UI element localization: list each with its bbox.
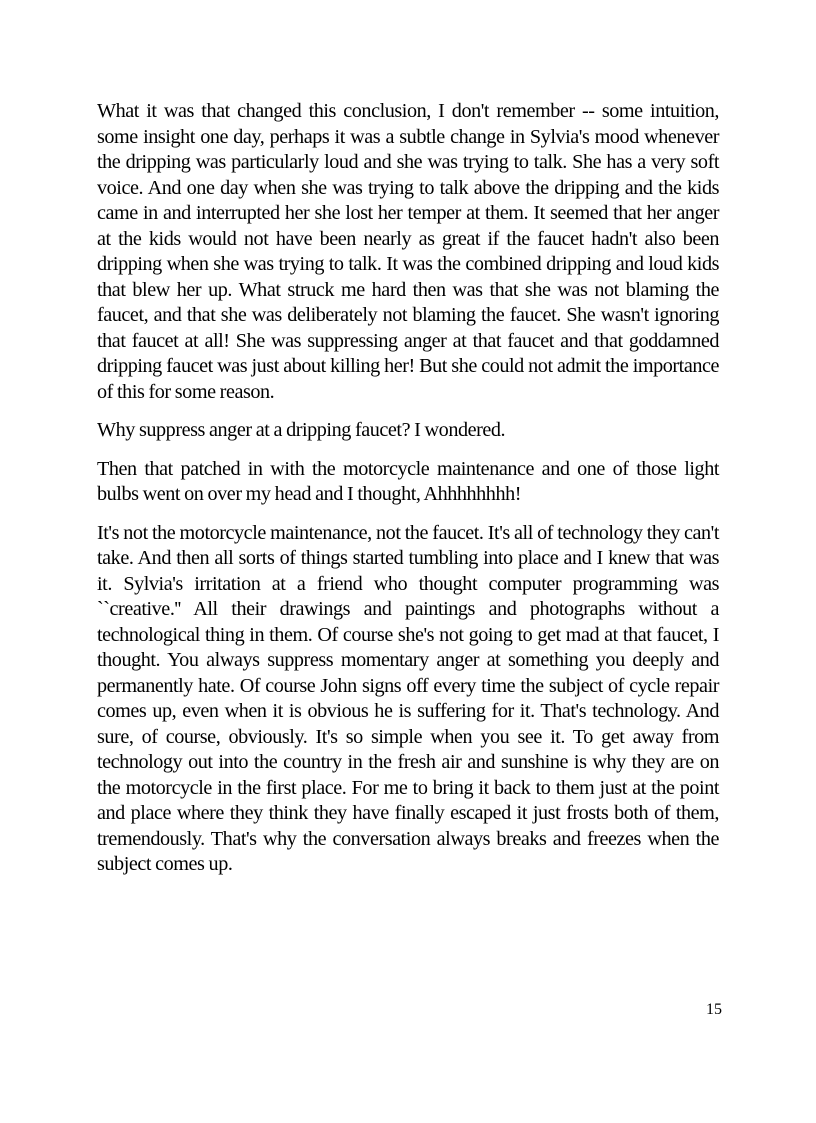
page-body <box>97 99 719 891</box>
paragraph-4: It's not the motorcycle maintenance, not the faucet. It's all of technology they can't take. And then all sorts of things started tumbling into place and I knew that was it. Sylvia's irritation at a friend who thought computer programming was ``creative.'' All their drawings and paintings and photographs without a technological thing in them. Of course she's not going to get mad at that faucet, I thought. You always suppress momentary anger at something you deeply and permanently hate. Of course John signs off every time the subject of cycle repair comes up, even when it is obvious he is suffering for it. That's technology. And sure, of course, obviously. It's so simple when you see it. To get away from technology out into the country in the fresh air and sunshine is why they are on the motorcycle in the first place. For me to bring it back to them just at the point and place where they think they have finally escaped it just frosts both of them, tremendously. That's why the conversation always breaks and freezes when the subject comes up. <box>97 521 719 875</box>
paragraph-1: What it was that changed this conclusion, I don't remember -- some intuition, some insight one day, perhaps it was a subtle change in Sylvia's mood whenever the dripping was particularly loud and she was trying to talk. She has a very soft voice. And one day when she was trying to talk above the dripping and the kids came in and interrupted her she lost her temper at them. It seemed that her anger at the kids would not have been nearly as great if the faucet hadn't also been dripping when she was trying to talk. It was the combined dripping and loud kids that blew her up. What struck me hard then was that she was not blaming the faucet, and that she was deliberately not blaming the faucet. She wasn't ignoring that faucet at all! She was suppressing anger at that faucet and that goddamned dripping faucet was just about killing her! But she could not admit the importance of this for some reason. <box>97 100 719 403</box>
paragraph-3: Then that patched in with the motorcycle maintenance and one of those light bulbs went on over my head and I thought, Ahhhhhhhh! <box>97 457 719 505</box>
paragraph-2: Why suppress anger at a dripping faucet? I wondered. <box>97 419 506 441</box>
page-number: 15 <box>706 1001 722 1018</box>
